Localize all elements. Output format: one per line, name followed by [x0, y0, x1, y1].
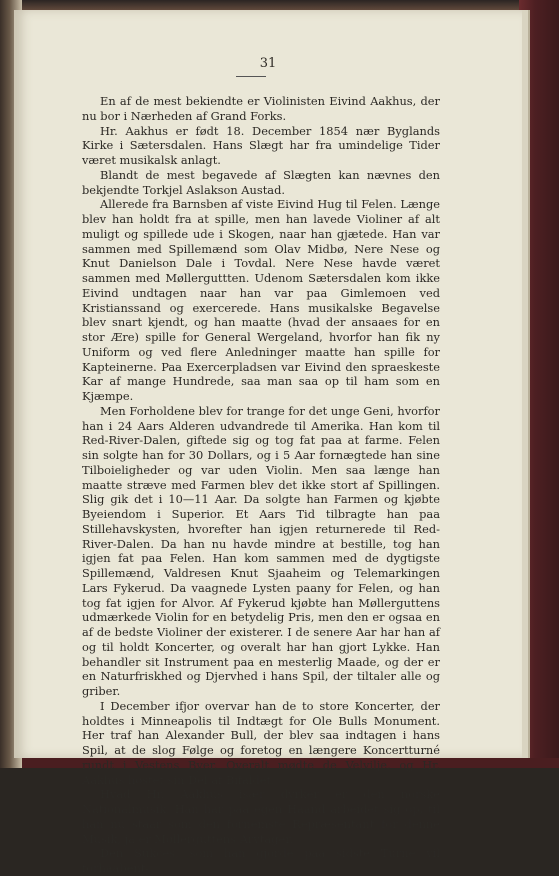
book-page — [14, 10, 528, 875]
paragraph: En af de mest bekiendte er Violinisten Eivind Aakhus, der nu bor i Nærheden af Grand Forks. — [82, 94, 440, 123]
paragraph: Hr. Aakhus er født 18. December 1854 nær Byglands Kirke i Sætersdalen. Hans Slægt har fra umindelige Tider været musikalsk anlagt. — [82, 123, 440, 167]
page-number-rule — [236, 76, 266, 77]
paragraph: Men Forholdene blev for trange for det unge Geni, hvorfor han i 24 Aars Alderen udvandrede til Amerika. Han kom til Red-River-Dalen, giftede sig og tog fat paa at farme. Felen sin solgte han for 30 Dollars, og i 5 Aar fornægtede han sine Tilboieligheder og var uden Violin. Men saa længe han maatte stræve med Farmen blev det ikke stort af Spillingen. Slig gik det i 10—11 Aar. Da solgte han Farmen og kjøbte Byeiendom i Superior. Et Aars Tid tilbragte han paa Stillehavskysten, hvorefter han igjen returnerede til Red-River-Dalen. Da han nu havde mindre at bestille, tog han igjen fat paa Felen. Han kom sammen med de dygtigste Spillemænd, Valdresen Knut Sjaaheim og Telemarkingen Lars Fykerud. Da vaagnede Lysten paany for Felen, og han tog fat igjen for Alvor. Af Fykerud kjøbte han Møllerguttens udmærkede Violin for en betydelig Pris, men den er ogsaa en af de bedste Violiner der existerer. I de senere Aar har han af og til holdt Koncerter, og overalt har han gjort Lykke. Han behandler sit Instrument paa en mesterlig Maade, og der er en Naturfriskhed og Djervhed i hans Spil, der tiltaler alle og griber. — [82, 403, 440, 698]
paragraph: Blandt de mest begavede af Slægten kan nævnes den bekjendte Torkjel Aslakson Austad. — [82, 167, 440, 197]
paragraph: Hvad Hr. Aakhus især dyrker er den norske Nationalmusik. Han har paa egen Haand arbeidet sig op, til han nu staar som den fornemste Repræsentant for denne Musik, ja er Møllerguttens Arvtager. — [82, 787, 440, 846]
paragraph: I December ifjor overvar han de to store Koncerter, der holdtes i Minneapolis til Indtægt for Ole Bulls Monument. Her traf han Alexander Bull, der blev saa indtagen i hans Spil, at de slog Følge og foretog en længere Koncertturné rundt i Vestens Byer. Overalt mødte de Velvilje, og Hr. Aakhus høstet sin Del af Bifaldet. — [82, 698, 440, 787]
paragraph: Allerede fra Barnsben af viste Eivind Hug til Felen. Længe blev han holdt fra at spille, men han lavede Violiner af alt muligt og spillede ude i Skogen, naar han gjætede. Han var sammen med Spillemænd som Olav Midbø, Nere Nese og Knut Danielson Dale i Tovdal. Nere Nese havde været sammen med Møllerguttten. Udenom Sætersdalen kom ikke Eivind undtagen naar han var paa Gimlemoen ved Kristianssand og exercerede. Hans musikalske Begavelse blev snart kjendt, og han maatte (hvad der ansaaes for en stor Ære) spille for General Wergeland, hvorfor han fik ny Uniform og ved flere Anledninger maatte han spille for Kapteinerne. Paa Exercerpladsen var Eivind den spraeskeste Kar af mange Hundrede, saa man saa op til ham som en Kjæmpe. — [82, 197, 440, 403]
paragraph: Den Sukces, som han gjorde paa sidste Turné vil forhaabent- — [82, 846, 440, 875]
body-text — [82, 94, 440, 876]
page-number: 31 — [259, 56, 277, 71]
